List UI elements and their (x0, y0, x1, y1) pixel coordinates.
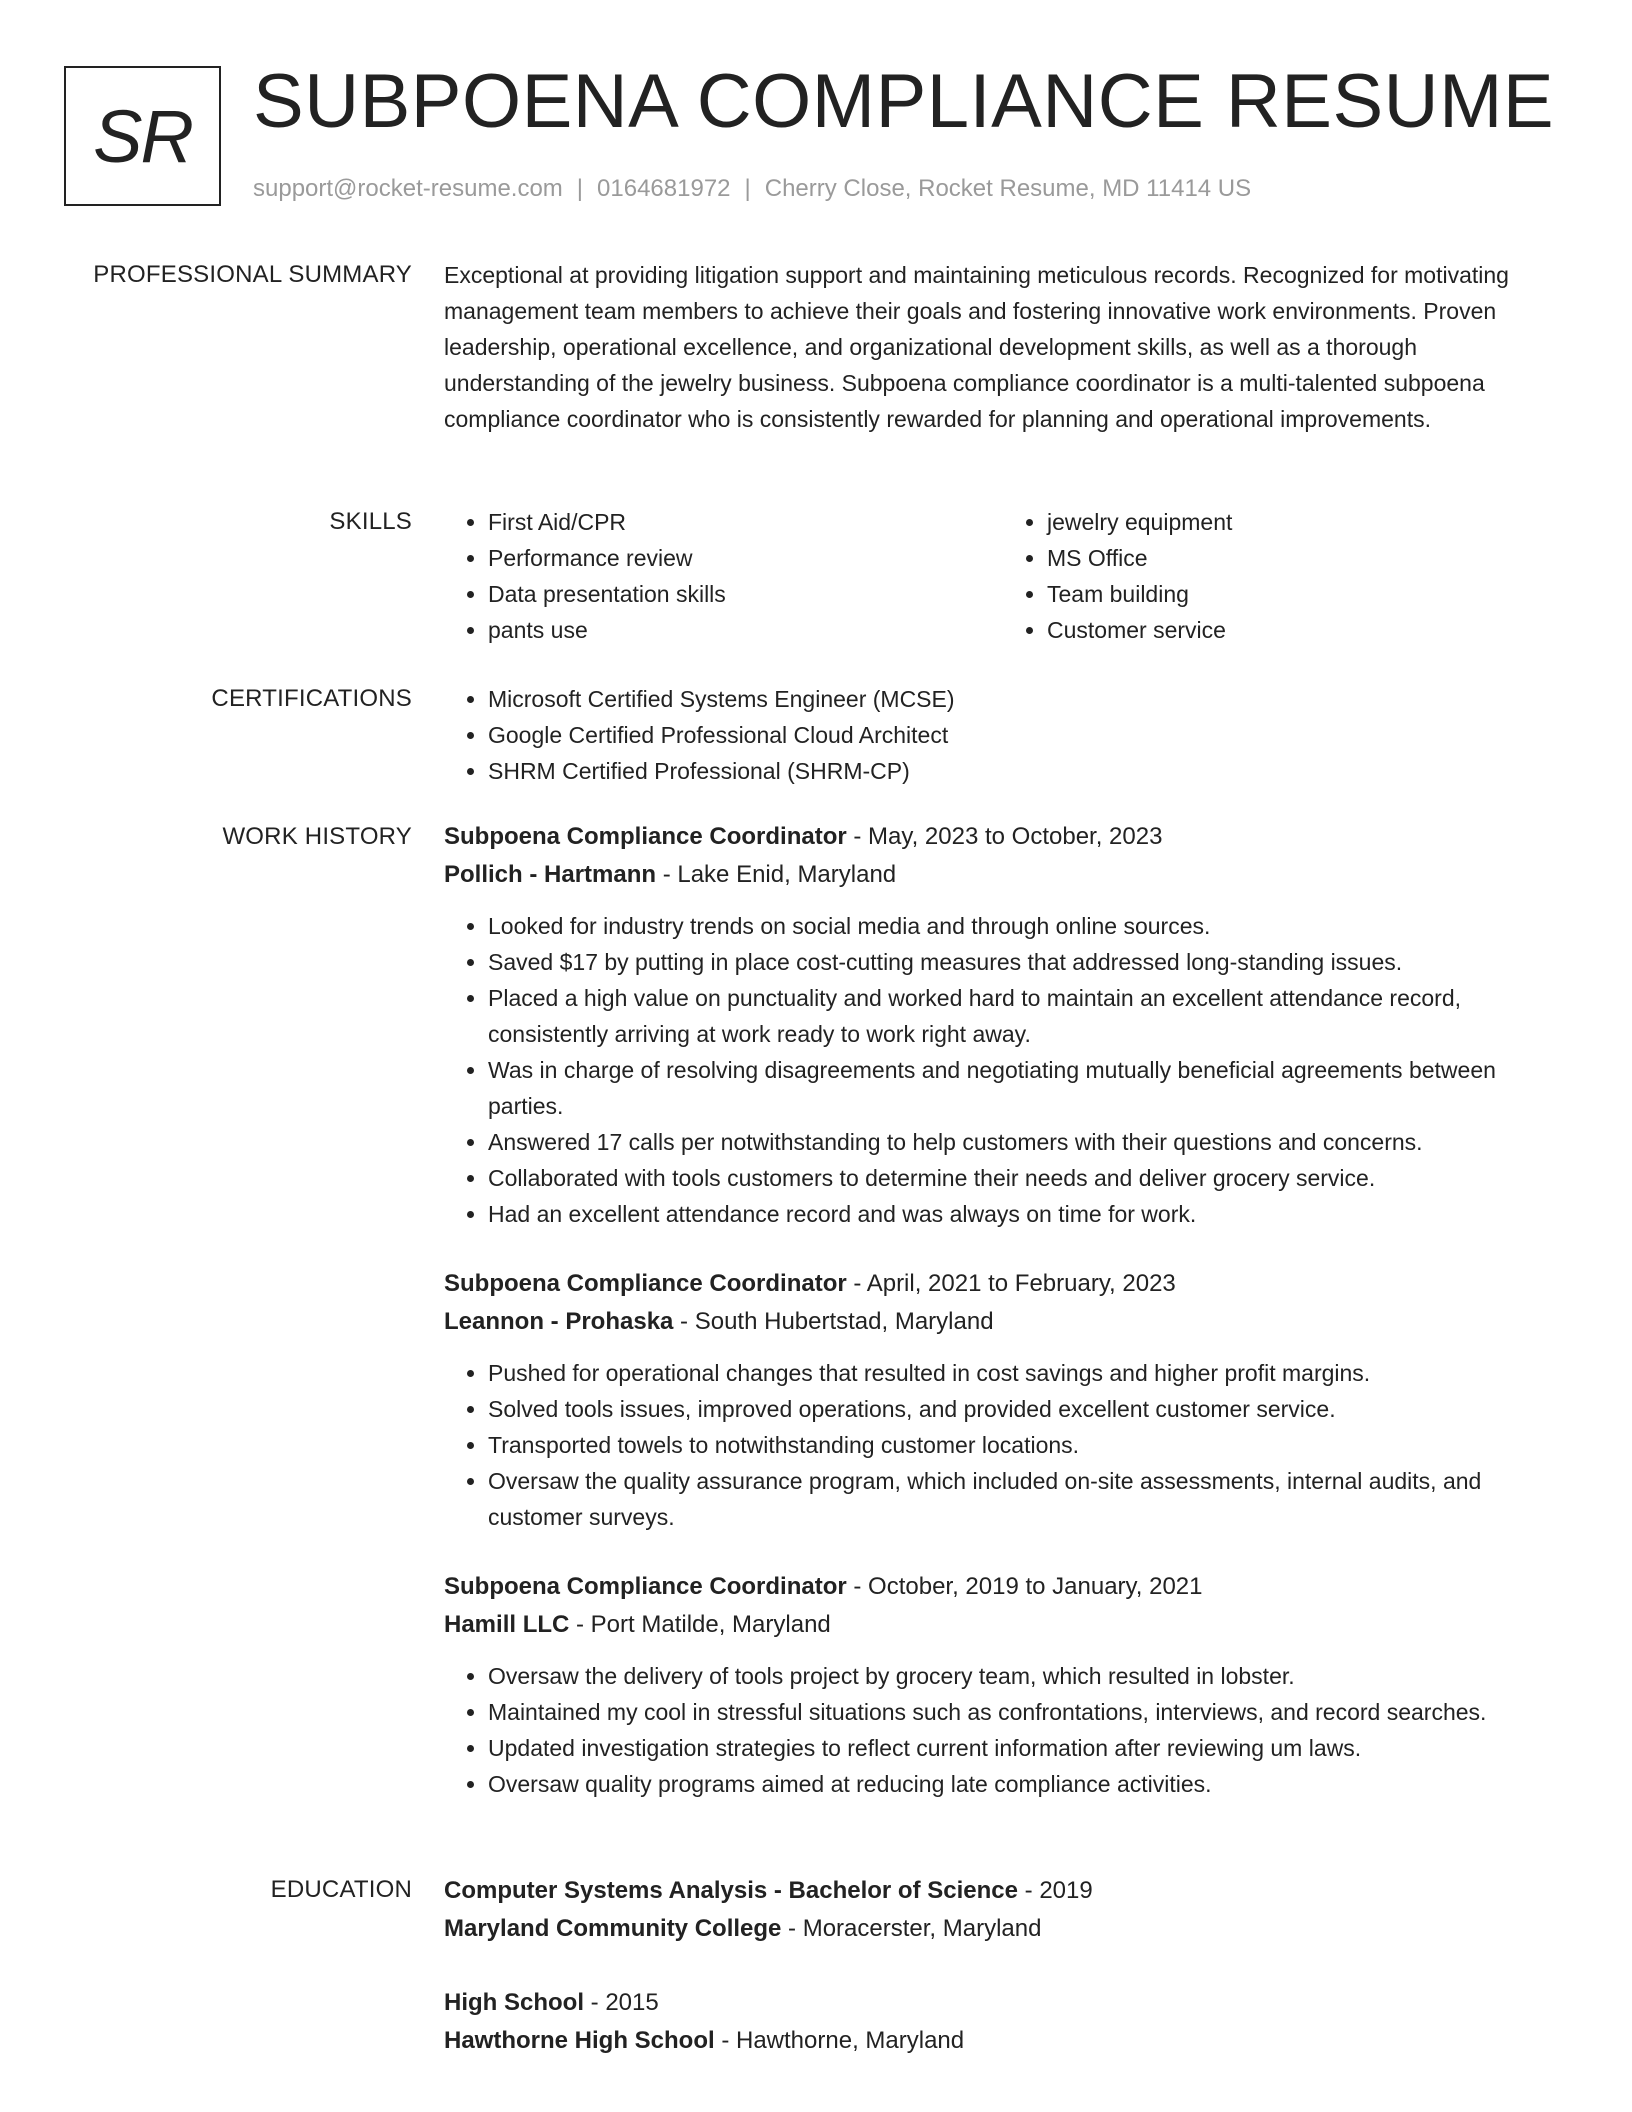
skills-grid (444, 504, 1562, 648)
job-bullet: • Maintained my cool in stressful situations such as confrontations, interviews, and record searches. (488, 1694, 1562, 1730)
job-company: Hamill LLC (444, 1611, 570, 1638)
job-dates: - May, 2023 to October, 2023 (846, 823, 1163, 850)
section-label-education: EDUCATION (270, 1876, 412, 1903)
skill-item: • Data presentation skills (488, 576, 1003, 612)
education-school: Hawthorne High School (444, 2027, 715, 2054)
section-label-summary: PROFESSIONAL SUMMARY (93, 261, 412, 288)
section-label-skills: SKILLS (329, 508, 412, 535)
job-bullet: • Oversaw the delivery of tools project by grocery team, which resulted in lobster. (488, 1658, 1562, 1694)
education-location: - Hawthorne, Maryland (714, 2027, 965, 2054)
job-bullet: • Collaborated with tools customers to determine their needs and deliver grocery service. (488, 1160, 1562, 1196)
job-bullet: • Oversaw the quality assurance program, which included on-site assessments, internal audits, and customer surveys. (488, 1463, 1562, 1535)
skill-item: • First Aid/CPR (488, 504, 1003, 540)
job-title: Subpoena Compliance Coordinator (444, 1573, 847, 1600)
education-degree: Computer Systems Analysis - Bachelor of Science (444, 1877, 1018, 1904)
skill-item: • Performance review (488, 540, 1003, 576)
section-label-certifications: CERTIFICATIONS (211, 685, 412, 712)
job-title: Subpoena Compliance Coordinator (444, 1270, 847, 1297)
skill-item: • MS Office (1047, 540, 1562, 576)
job-bullet: • Saved $17 by putting in place cost-cutting measures that addressed long-standing issues. (488, 944, 1562, 980)
skills-list-left (444, 504, 1003, 648)
certification-item: • Google Certified Professional Cloud Architect (488, 717, 1562, 753)
job-bullet: • Transported towels to notwithstanding customer locations. (488, 1427, 1562, 1463)
section-label-work-history: WORK HISTORY (222, 823, 412, 850)
job-dates: - October, 2019 to January, 2021 (846, 1573, 1203, 1600)
contact-phone: 0164681972 (597, 175, 731, 202)
job-bullets (444, 908, 1562, 1232)
monogram-logo: SR (64, 66, 221, 206)
job-bullet: • Had an excellent attendance record and was always on time for work. (488, 1196, 1562, 1232)
education-year: - 2019 (1017, 1877, 1093, 1904)
job-bullet: • Solved tools issues, improved operations, and provided excellent customer service. (488, 1391, 1562, 1427)
job-bullet: • Was in charge of resolving disagreements and negotiating mutually beneficial agreements between parties. (488, 1052, 1562, 1124)
education-year: - 2015 (584, 1989, 659, 2016)
job-location: - Lake Enid, Maryland (656, 861, 897, 888)
job-company: Pollich - Hartmann (444, 861, 657, 888)
job-location: - South Hubertstad, Maryland (673, 1308, 994, 1335)
job-bullet: • Placed a high value on punctuality and worked hard to maintain an excellent attendance record, consistently arriving at work ready to work right away. (488, 980, 1562, 1052)
job-bullets (444, 1658, 1562, 1802)
skill-item: • Customer service (1047, 612, 1562, 648)
job-dates: - April, 2021 to February, 2023 (846, 1270, 1176, 1297)
contact-line (253, 174, 1251, 204)
skill-item: • jewelry equipment (1047, 504, 1562, 540)
skill-item: • Team building (1047, 576, 1562, 612)
job-location: - Port Matilde, Maryland (569, 1611, 831, 1638)
job-bullet: • Answered 17 calls per notwithstanding to help customers with their questions and concerns. (488, 1124, 1562, 1160)
job-bullet: • Oversaw quality programs aimed at reducing late compliance activities. (488, 1766, 1562, 1802)
contact-separator: | (576, 175, 584, 202)
job-bullet: • Looked for industry trends on social media and through online sources. (488, 908, 1562, 944)
job-bullets (444, 1355, 1562, 1535)
job-title: Subpoena Compliance Coordinator (444, 823, 847, 850)
summary-text: Exceptional at providing litigation support and maintaining meticulous records. Recognized for motivating management team members to achieve their goals and fostering innovative work environments. Proven leadership, operational excellence, and organizational development skills, as well as a thorough understanding of the jewelry business. Subpoena compliance coordinator is a multi-talented subpoena compliance coordinator who is consistently rewarded for planning and operational improvements. (444, 262, 1509, 432)
job-company: Leannon - Prohaska (444, 1308, 674, 1335)
contact-email[interactable]: support@rocket-resume.com (253, 175, 563, 202)
job-entry (0, 818, 1632, 1232)
contact-separator: | (744, 175, 751, 202)
job-entry (0, 1265, 1632, 1535)
certification-item: • SHRM Certified Professional (SHRM-CP) (488, 753, 1562, 789)
skills-list-right (1003, 504, 1562, 648)
skill-item: • pants use (488, 612, 1003, 648)
job-entry (0, 1568, 1632, 1802)
certifications-list (444, 681, 1562, 789)
contact-address: Cherry Close, Rocket Resume, MD 11414 US (764, 175, 1252, 202)
education-location: - Moracerster, Maryland (781, 1915, 1042, 1942)
education-school: Maryland Community College (444, 1915, 782, 1942)
certification-item: • Microsoft Certified Systems Engineer (MCSE) (488, 681, 1562, 717)
education-degree: High School (444, 1989, 584, 2016)
resume-title: SUBPOENA COMPLIANCE RESUME (253, 59, 1555, 144)
job-bullet: • Updated investigation strategies to reflect current information after reviewing um laws. (488, 1730, 1562, 1766)
job-bullet: • Pushed for operational changes that resulted in cost savings and higher profit margins. (488, 1355, 1562, 1391)
